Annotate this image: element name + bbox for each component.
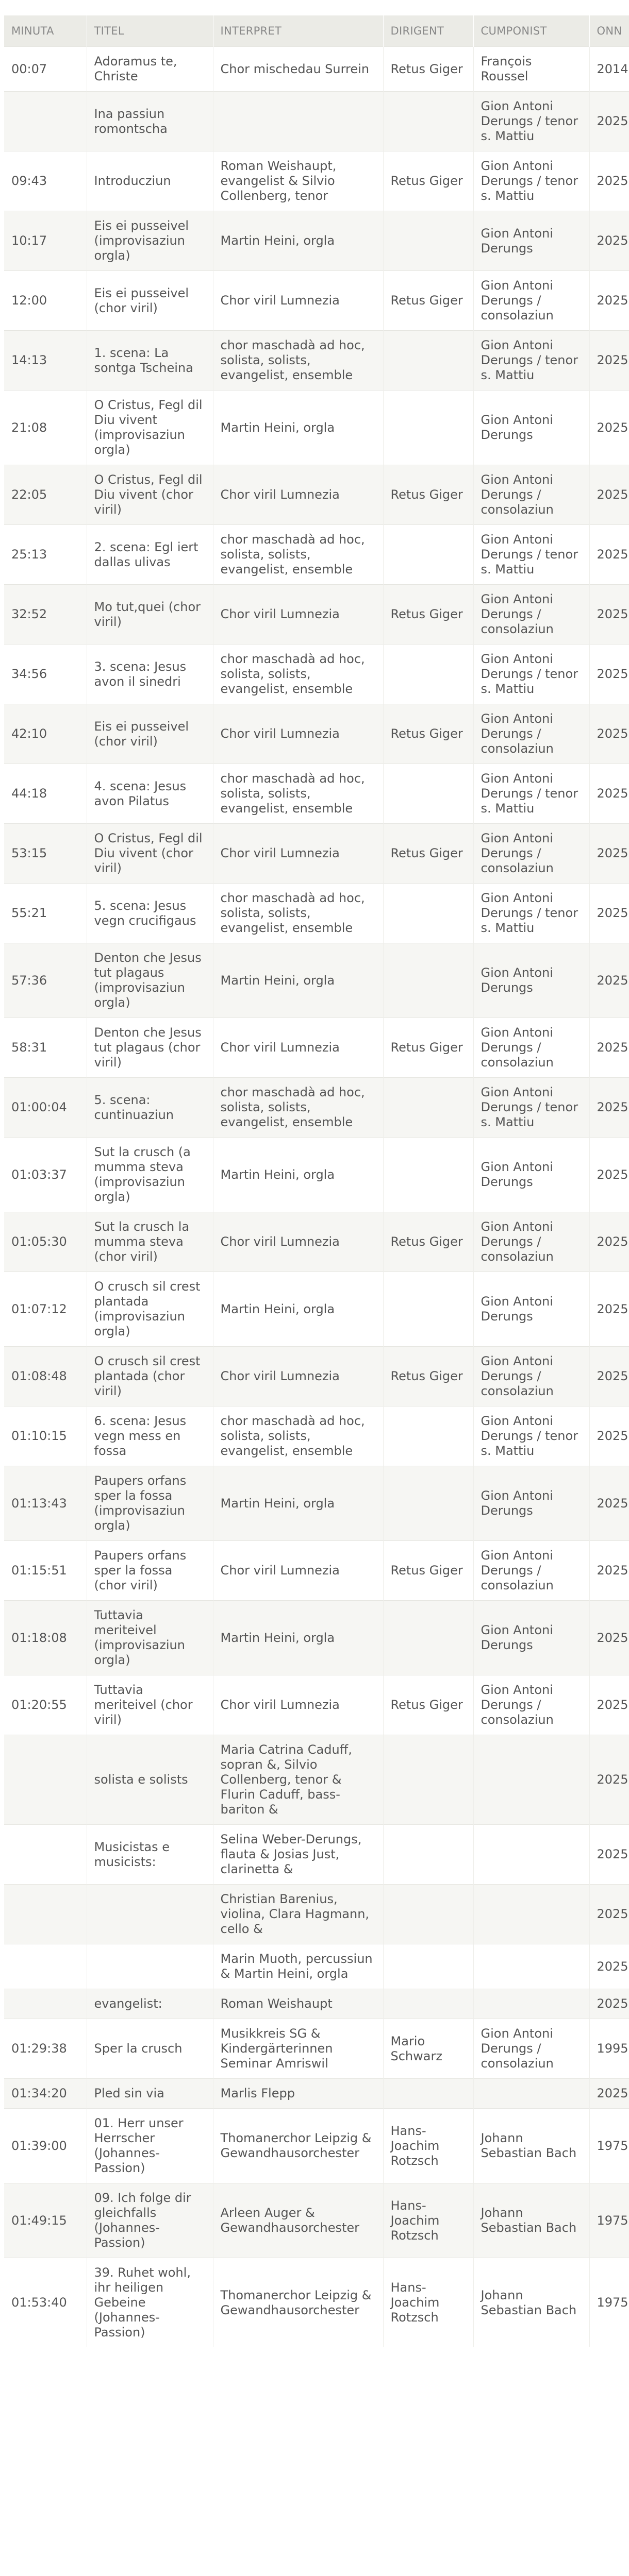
- cell-cumponist: Gion Antoni Derungs / tenor s. Mattiu: [473, 525, 589, 585]
- table-row: [4, 1078, 629, 1138]
- cell-onn: 2025: [589, 645, 629, 704]
- cell-titel: evangelist:: [87, 1989, 213, 2019]
- cell-minuta: 57:36: [4, 943, 87, 1018]
- cell-cumponist: Gion Antoni Derungs: [473, 211, 589, 271]
- cell-minuta: 01:05:30: [4, 1212, 87, 1272]
- cell-dirigent: [383, 884, 473, 943]
- cell-cumponist: Gion Antoni Derungs: [473, 391, 589, 465]
- table-row: [4, 391, 629, 465]
- cell-titel: O Cristus, Fegl dil Diu vivent (chor viril): [87, 465, 213, 525]
- cell-interpret: Martin Heini, orgla: [213, 211, 383, 271]
- cell-dirigent: Retus Giger: [383, 47, 473, 92]
- cell-dirigent: [383, 1078, 473, 1138]
- cell-interpret: Selina Weber-Derungs, flauta & Josias Just, clarinetta &: [213, 1825, 383, 1885]
- table-row: [4, 1541, 629, 1601]
- cell-dirigent: Hans-Joachim Rotzsch: [383, 2258, 473, 2348]
- cell-onn: 2025: [589, 1541, 629, 1601]
- table-row: [4, 884, 629, 943]
- cell-titel: [87, 1944, 213, 1989]
- column-header-titel: TITEL: [87, 15, 213, 47]
- cell-interpret: Martin Heini, orgla: [213, 1272, 383, 1347]
- cell-minuta: 01:00:04: [4, 1078, 87, 1138]
- cell-dirigent: Hans-Joachim Rotzsch: [383, 2183, 473, 2258]
- cell-titel: Sut la crusch (a mumma steva (improvisaziun orgla): [87, 1138, 213, 1212]
- cell-cumponist: Gion Antoni Derungs / consolaziun: [473, 465, 589, 525]
- cell-minuta: 58:31: [4, 1018, 87, 1078]
- cell-interpret: Roman Weishaupt: [213, 1989, 383, 2019]
- cell-titel: 09. Ich folge dir gleichfalls (Johannes-Passion): [87, 2183, 213, 2258]
- cell-onn: 1975: [589, 2183, 629, 2258]
- cell-dirigent: Retus Giger: [383, 1347, 473, 1406]
- table-row: [4, 1989, 629, 2019]
- table-row: [4, 645, 629, 704]
- cell-onn: 2025: [589, 764, 629, 824]
- table-row: [4, 1675, 629, 1735]
- table-header: [4, 15, 629, 47]
- table-row: [4, 1212, 629, 1272]
- table-row: [4, 2109, 629, 2183]
- cell-interpret: Marlis Flepp: [213, 2079, 383, 2109]
- cell-dirigent: Retus Giger: [383, 271, 473, 331]
- cell-onn: 1975: [589, 2258, 629, 2348]
- cell-cumponist: Gion Antoni Derungs / consolaziun: [473, 1212, 589, 1272]
- cell-titel: solista e solists: [87, 1735, 213, 1825]
- cell-interpret: Chor viril Lumnezia: [213, 1347, 383, 1406]
- cell-minuta: [4, 1885, 87, 1944]
- cell-onn: 2025: [589, 2079, 629, 2109]
- cell-onn: 2025: [589, 211, 629, 271]
- cell-dirigent: Mario Schwarz: [383, 2019, 473, 2079]
- cell-onn: 2025: [589, 1406, 629, 1466]
- cell-cumponist: Gion Antoni Derungs: [473, 1138, 589, 1212]
- cell-interpret: chor maschadà ad hoc, solista, solists, evangelist, ensemble: [213, 1078, 383, 1138]
- cell-interpret: chor maschadà ad hoc, solista, solists, evangelist, ensemble: [213, 645, 383, 704]
- cell-cumponist: [473, 2079, 589, 2109]
- cell-dirigent: [383, 391, 473, 465]
- cell-cumponist: Gion Antoni Derungs: [473, 1272, 589, 1347]
- cell-onn: 2025: [589, 1601, 629, 1675]
- cell-interpret: Chor viril Lumnezia: [213, 704, 383, 764]
- cell-cumponist: Gion Antoni Derungs / consolaziun: [473, 704, 589, 764]
- cell-minuta: 01:20:55: [4, 1675, 87, 1735]
- cell-minuta: 01:34:20: [4, 2079, 87, 2109]
- cell-onn: 2025: [589, 824, 629, 884]
- cell-dirigent: [383, 2079, 473, 2109]
- cell-titel: Ina passiun romontscha: [87, 92, 213, 151]
- cell-dirigent: Retus Giger: [383, 151, 473, 211]
- cell-interpret: chor maschadà ad hoc, solista, solists, evangelist, ensemble: [213, 1406, 383, 1466]
- cell-cumponist: Gion Antoni Derungs / consolaziun: [473, 271, 589, 331]
- cell-cumponist: Johann Sebastian Bach: [473, 2258, 589, 2348]
- table-row: [4, 465, 629, 525]
- cell-dirigent: Retus Giger: [383, 465, 473, 525]
- cell-onn: 2025: [589, 151, 629, 211]
- cell-dirigent: [383, 331, 473, 391]
- cell-minuta: 01:10:15: [4, 1406, 87, 1466]
- cell-interpret: Martin Heini, orgla: [213, 1138, 383, 1212]
- cell-onn: 2025: [589, 465, 629, 525]
- cell-onn: 2025: [589, 92, 629, 151]
- cell-onn: 2025: [589, 585, 629, 645]
- cell-onn: 2025: [589, 525, 629, 585]
- cell-minuta: 01:18:08: [4, 1601, 87, 1675]
- cell-dirigent: Retus Giger: [383, 704, 473, 764]
- cell-onn: 2025: [589, 1675, 629, 1735]
- table-row: [4, 1018, 629, 1078]
- cell-titel: O Cristus, Fegl dil Diu vivent (improvisaziun orgla): [87, 391, 213, 465]
- cell-cumponist: Gion Antoni Derungs / consolaziun: [473, 1347, 589, 1406]
- cell-titel: Tuttavia meriteivel (improvisaziun orgla): [87, 1601, 213, 1675]
- cell-interpret: chor maschadà ad hoc, solista, solists, evangelist, ensemble: [213, 764, 383, 824]
- cell-cumponist: Gion Antoni Derungs / consolaziun: [473, 1675, 589, 1735]
- cell-cumponist: Gion Antoni Derungs: [473, 1601, 589, 1675]
- cell-onn: 2025: [589, 884, 629, 943]
- table-row: [4, 2183, 629, 2258]
- cell-cumponist: Gion Antoni Derungs / tenor s. Mattiu: [473, 645, 589, 704]
- cell-minuta: 44:18: [4, 764, 87, 824]
- cell-minuta: 01:29:38: [4, 2019, 87, 2079]
- cell-interpret: Thomanerchor Leipzig & Gewandhausorchester: [213, 2258, 383, 2348]
- cell-titel: 5. scena: cuntinuaziun: [87, 1078, 213, 1138]
- cell-interpret: chor maschadà ad hoc, solista, solists, evangelist, ensemble: [213, 525, 383, 585]
- cell-interpret: Musikkreis SG & Kindergärterinnen Seminar Amriswil: [213, 2019, 383, 2079]
- cell-interpret: Martin Heini, orgla: [213, 943, 383, 1018]
- table-row: [4, 585, 629, 645]
- cell-minuta: 00:07: [4, 47, 87, 92]
- table-row: [4, 1466, 629, 1541]
- table-row: [4, 271, 629, 331]
- cell-interpret: Roman Weishaupt, evangelist & Silvio Collenberg, tenor: [213, 151, 383, 211]
- cell-titel: 1. scena: La sontga Tscheina: [87, 331, 213, 391]
- cell-interpret: chor maschadà ad hoc, solista, solists, evangelist, ensemble: [213, 331, 383, 391]
- cell-onn: 2025: [589, 271, 629, 331]
- cell-interpret: Maria Catrina Caduff, sopran &, Silvio Collenberg, tenor & Flurin Caduff, bass-bariton &: [213, 1735, 383, 1825]
- cell-minuta: 01:15:51: [4, 1541, 87, 1601]
- cell-interpret: chor maschadà ad hoc, solista, solists, evangelist, ensemble: [213, 884, 383, 943]
- cell-cumponist: [473, 1944, 589, 1989]
- cell-dirigent: [383, 764, 473, 824]
- cell-interpret: Arleen Auger & Gewandhausorchester: [213, 2183, 383, 2258]
- cell-interpret: Martin Heini, orgla: [213, 391, 383, 465]
- cell-cumponist: Gion Antoni Derungs: [473, 943, 589, 1018]
- cell-titel: Eis ei pusseivel (improvisaziun orgla): [87, 211, 213, 271]
- cell-cumponist: Gion Antoni Derungs / tenor s. Mattiu: [473, 764, 589, 824]
- cell-dirigent: [383, 1601, 473, 1675]
- cell-interpret: Chor mischedau Surrein: [213, 47, 383, 92]
- cell-dirigent: [383, 645, 473, 704]
- table-row: [4, 2258, 629, 2348]
- table-row: [4, 92, 629, 151]
- cell-minuta: 14:13: [4, 331, 87, 391]
- cell-dirigent: [383, 1944, 473, 1989]
- cell-titel: 4. scena: Jesus avon Pilatus: [87, 764, 213, 824]
- cell-onn: 2025: [589, 704, 629, 764]
- cell-minuta: 10:17: [4, 211, 87, 271]
- cell-dirigent: [383, 1735, 473, 1825]
- cell-titel: 39. Ruhet wohl, ihr heiligen Gebeine (Johannes-Passion): [87, 2258, 213, 2348]
- cell-titel: 3. scena: Jesus avon il sinedri: [87, 645, 213, 704]
- column-header-onn: ONN: [589, 15, 629, 47]
- cell-dirigent: Retus Giger: [383, 1018, 473, 1078]
- cell-cumponist: Gion Antoni Derungs / consolaziun: [473, 1541, 589, 1601]
- cell-dirigent: Hans-Joachim Rotzsch: [383, 2109, 473, 2183]
- cell-cumponist: Gion Antoni Derungs / consolaziun: [473, 585, 589, 645]
- cell-cumponist: [473, 1885, 589, 1944]
- cell-interpret: Chor viril Lumnezia: [213, 1541, 383, 1601]
- cell-minuta: [4, 1825, 87, 1885]
- cell-dirigent: [383, 1466, 473, 1541]
- cell-minuta: 34:56: [4, 645, 87, 704]
- cell-cumponist: Gion Antoni Derungs / tenor s. Mattiu: [473, 151, 589, 211]
- cell-interpret: Chor viril Lumnezia: [213, 585, 383, 645]
- column-header-minuta: MINUTA: [4, 15, 87, 47]
- cell-titel: Tuttavia meriteivel (chor viril): [87, 1675, 213, 1735]
- cell-minuta: 32:52: [4, 585, 87, 645]
- cell-minuta: 01:53:40: [4, 2258, 87, 2348]
- cell-cumponist: Johann Sebastian Bach: [473, 2109, 589, 2183]
- cell-minuta: [4, 1989, 87, 2019]
- cell-minuta: 01:03:37: [4, 1138, 87, 1212]
- table-row: [4, 331, 629, 391]
- cell-minuta: 21:08: [4, 391, 87, 465]
- table-row: [4, 1347, 629, 1406]
- cell-minuta: 01:07:12: [4, 1272, 87, 1347]
- cell-cumponist: Gion Antoni Derungs / consolaziun: [473, 2019, 589, 2079]
- cell-titel: O crusch sil crest plantada (improvisaziun orgla): [87, 1272, 213, 1347]
- cell-titel: Mo tut,quei (chor viril): [87, 585, 213, 645]
- cell-minuta: 22:05: [4, 465, 87, 525]
- table-row: [4, 1825, 629, 1885]
- cell-interpret: Martin Heini, orgla: [213, 1466, 383, 1541]
- cell-minuta: 01:08:48: [4, 1347, 87, 1406]
- cell-titel: Denton che Jesus tut plagaus (chor viril): [87, 1018, 213, 1078]
- cell-titel: O crusch sil crest plantada (chor viril): [87, 1347, 213, 1406]
- cell-titel: Musicistas e musicists:: [87, 1825, 213, 1885]
- cell-cumponist: [473, 1825, 589, 1885]
- cell-titel: Sut la crusch la mumma steva (chor viril): [87, 1212, 213, 1272]
- table-row: [4, 943, 629, 1018]
- cell-onn: 2025: [589, 1272, 629, 1347]
- cell-cumponist: Gion Antoni Derungs / tenor s. Mattiu: [473, 1078, 589, 1138]
- column-header-dirigent: DIRIGENT: [383, 15, 473, 47]
- cell-onn: 2025: [589, 943, 629, 1018]
- cell-cumponist: Johann Sebastian Bach: [473, 2183, 589, 2258]
- cell-interpret: Thomanerchor Leipzig & Gewandhausorchester: [213, 2109, 383, 2183]
- cell-onn: 2025: [589, 1018, 629, 1078]
- cell-titel: Eis ei pusseivel (chor viril): [87, 704, 213, 764]
- cell-titel: O Cristus, Fegl dil Diu vivent (chor viril): [87, 824, 213, 884]
- cell-cumponist: [473, 1735, 589, 1825]
- table-row: [4, 2079, 629, 2109]
- cell-titel: 6. scena: Jesus vegn mess en fossa: [87, 1406, 213, 1466]
- cell-dirigent: [383, 1272, 473, 1347]
- cell-titel: Adoramus te, Christe: [87, 47, 213, 92]
- cell-minuta: 55:21: [4, 884, 87, 943]
- cell-dirigent: [383, 1825, 473, 1885]
- cell-interpret: Chor viril Lumnezia: [213, 1018, 383, 1078]
- table-row: [4, 824, 629, 884]
- cell-cumponist: François Roussel: [473, 47, 589, 92]
- cell-onn: 2025: [589, 1212, 629, 1272]
- cell-interpret: Chor viril Lumnezia: [213, 271, 383, 331]
- cell-dirigent: [383, 1989, 473, 2019]
- cell-cumponist: Gion Antoni Derungs / tenor s. Mattiu: [473, 1406, 589, 1466]
- cell-titel: Sper la crusch: [87, 2019, 213, 2079]
- cell-titel: 01. Herr unser Herrscher (Johannes-Passion): [87, 2109, 213, 2183]
- cell-minuta: 01:39:00: [4, 2109, 87, 2183]
- cell-dirigent: Retus Giger: [383, 585, 473, 645]
- cell-titel: 5. scena: Jesus vegn crucifigaus: [87, 884, 213, 943]
- table-row: [4, 1601, 629, 1675]
- cell-titel: Paupers orfans sper la fossa (improvisaziun orgla): [87, 1466, 213, 1541]
- table-row: [4, 704, 629, 764]
- cell-dirigent: Retus Giger: [383, 1212, 473, 1272]
- playlist-table: [4, 15, 629, 2347]
- cell-dirigent: Retus Giger: [383, 1675, 473, 1735]
- cell-onn: 2025: [589, 1466, 629, 1541]
- cell-onn: 2025: [589, 1944, 629, 1989]
- cell-dirigent: Retus Giger: [383, 824, 473, 884]
- cell-titel: Introducziun: [87, 151, 213, 211]
- cell-interpret: Chor viril Lumnezia: [213, 824, 383, 884]
- cell-dirigent: [383, 211, 473, 271]
- cell-titel: Pled sin via: [87, 2079, 213, 2109]
- cell-cumponist: Gion Antoni Derungs / tenor s. Mattiu: [473, 884, 589, 943]
- cell-interpret: Marin Muoth, percussiun & Martin Heini, orgla: [213, 1944, 383, 1989]
- cell-cumponist: [473, 1989, 589, 2019]
- cell-titel: Denton che Jesus tut plagaus (improvisaziun orgla): [87, 943, 213, 1018]
- cell-interpret: Christian Barenius, violina, Clara Hagmann, cello &: [213, 1885, 383, 1944]
- cell-minuta: 53:15: [4, 824, 87, 884]
- cell-minuta: [4, 92, 87, 151]
- table-row: [4, 151, 629, 211]
- cell-minuta: 01:13:43: [4, 1466, 87, 1541]
- table-row: [4, 1735, 629, 1825]
- cell-onn: 2025: [589, 331, 629, 391]
- cell-onn: 2025: [589, 1078, 629, 1138]
- cell-dirigent: [383, 92, 473, 151]
- cell-onn: 2025: [589, 1989, 629, 2019]
- table-row: [4, 47, 629, 92]
- cell-cumponist: Gion Antoni Derungs / consolaziun: [473, 1018, 589, 1078]
- cell-titel: [87, 1885, 213, 1944]
- cell-dirigent: [383, 525, 473, 585]
- cell-onn: 2025: [589, 1138, 629, 1212]
- cell-titel: Paupers orfans sper la fossa (chor viril): [87, 1541, 213, 1601]
- cell-cumponist: Gion Antoni Derungs: [473, 1466, 589, 1541]
- cell-minuta: 25:13: [4, 525, 87, 585]
- cell-onn: 1975: [589, 2109, 629, 2183]
- cell-onn: 2025: [589, 1347, 629, 1406]
- table-row: [4, 764, 629, 824]
- table-row: [4, 525, 629, 585]
- cell-dirigent: [383, 1406, 473, 1466]
- cell-onn: 2025: [589, 391, 629, 465]
- cell-minuta: [4, 1944, 87, 1989]
- table-row: [4, 2019, 629, 2079]
- cell-dirigent: [383, 943, 473, 1018]
- cell-minuta: 42:10: [4, 704, 87, 764]
- cell-minuta: 01:49:15: [4, 2183, 87, 2258]
- cell-onn: 2025: [589, 1825, 629, 1885]
- table-row: [4, 1885, 629, 1944]
- cell-dirigent: [383, 1138, 473, 1212]
- cell-dirigent: [383, 1885, 473, 1944]
- table-body: [4, 47, 629, 2348]
- cell-interpret: Martin Heini, orgla: [213, 1601, 383, 1675]
- cell-minuta: [4, 1735, 87, 1825]
- cell-titel: 2. scena: Egl iert dallas ulivas: [87, 525, 213, 585]
- cell-interpret: Chor viril Lumnezia: [213, 1212, 383, 1272]
- cell-interpret: Chor viril Lumnezia: [213, 465, 383, 525]
- cell-minuta: 12:00: [4, 271, 87, 331]
- cell-onn: 2014: [589, 47, 629, 92]
- cell-cumponist: Gion Antoni Derungs / consolaziun: [473, 824, 589, 884]
- cell-cumponist: Gion Antoni Derungs / tenor s. Mattiu: [473, 92, 589, 151]
- cell-titel: Eis ei pusseivel (chor viril): [87, 271, 213, 331]
- table-row: [4, 1138, 629, 1212]
- table-row: [4, 1944, 629, 1989]
- column-header-cumponist: CUMPONIST: [473, 15, 589, 47]
- column-header-interpret: INTERPRET: [213, 15, 383, 47]
- cell-cumponist: Gion Antoni Derungs / tenor s. Mattiu: [473, 331, 589, 391]
- table-row: [4, 211, 629, 271]
- cell-dirigent: Retus Giger: [383, 1541, 473, 1601]
- cell-interpret: [213, 92, 383, 151]
- cell-onn: 2025: [589, 1885, 629, 1944]
- table-row: [4, 1406, 629, 1466]
- table-row: [4, 1272, 629, 1347]
- cell-onn: 1995: [589, 2019, 629, 2079]
- cell-minuta: 09:43: [4, 151, 87, 211]
- cell-onn: 2025: [589, 1735, 629, 1825]
- cell-interpret: Chor viril Lumnezia: [213, 1675, 383, 1735]
